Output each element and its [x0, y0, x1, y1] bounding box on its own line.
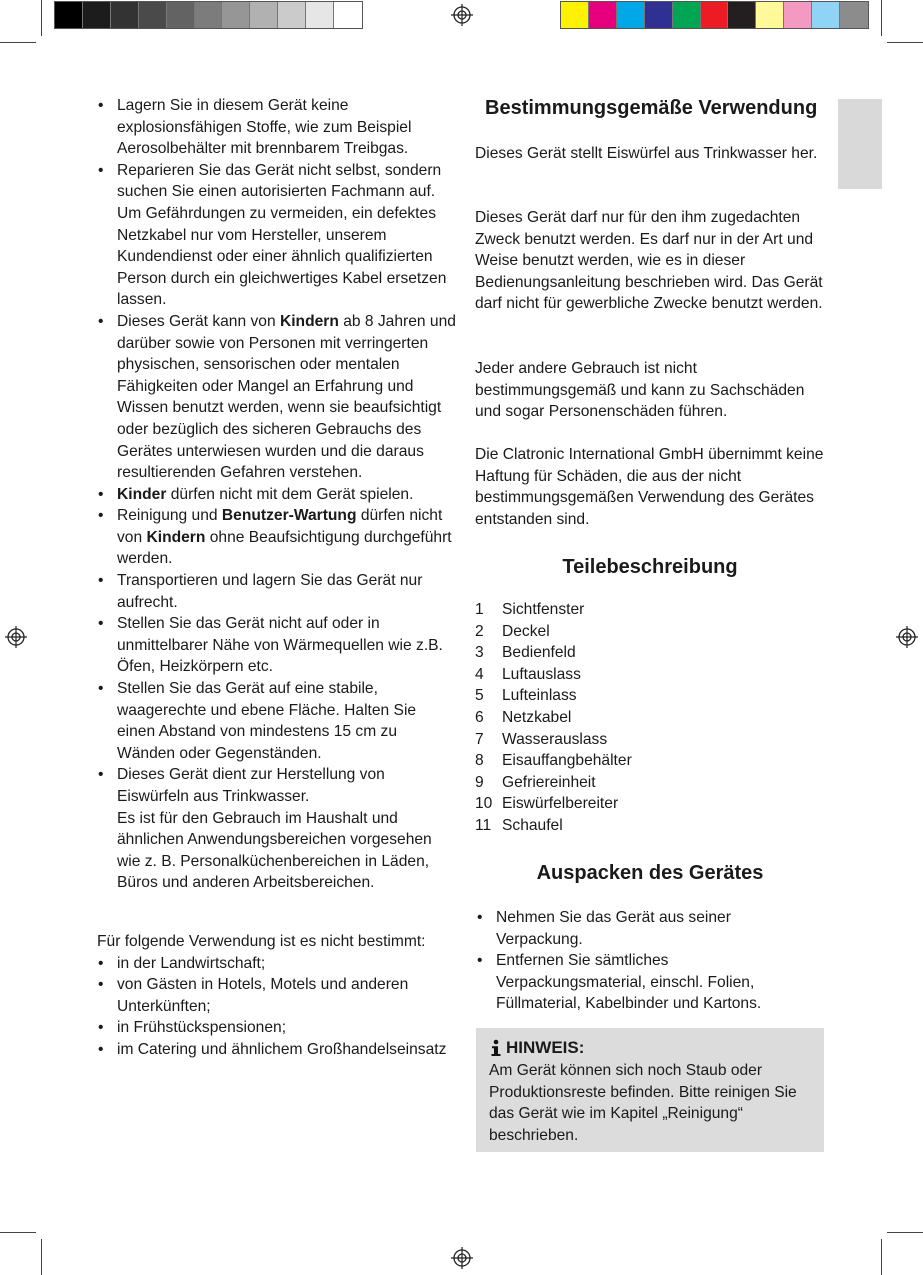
item-text: Reparieren Sie das Gerät nicht selbst, sondern suchen Sie einen autorisierten Fachmann auf. Um Gefährdungen zu vermeiden, ein defektes Netzkabel nur vom Hersteller, unserem Kundendienst oder einer ähnlich qualifizierten Person durch ein gleichwertiges Kabel ersetzen lassen. [117, 161, 447, 309]
part-number: 8 [475, 752, 484, 770]
not-intended-intro: Für folgende Verwendung ist es nicht bestimmt: [97, 932, 426, 950]
unpacking-heading: Auspacken des Gerätes [536, 862, 764, 884]
part-number: 11 [475, 816, 492, 834]
note-box [476, 1028, 824, 1152]
list-item [97, 1039, 457, 1061]
list-item [97, 160, 457, 311]
part-item [475, 729, 775, 751]
part-number: 9 [475, 773, 484, 791]
part-item [475, 599, 775, 621]
part-label: Sichtfenster [502, 601, 585, 618]
part-label: Eisauffangbehälter [502, 752, 632, 770]
registration-mark-icon [5, 626, 27, 648]
note-title-text: HINWEIS: [506, 1038, 585, 1057]
registration-mark-icon [451, 1247, 473, 1269]
bullet-icon: • [98, 976, 104, 994]
bullet-icon: • [477, 952, 483, 970]
item-text: ohne Beaufsichtigung durchgeführt werden. [117, 528, 452, 568]
color-swatch [334, 2, 362, 28]
bullet-icon: • [477, 909, 483, 926]
note-text: Am Gerät können sich noch Staub oder Produktionsreste befinden. Bitte reinigen Sie das Gerät wie im Kapitel „Reinigung“ beschrieben. [489, 1062, 797, 1144]
intended-use-p2: Dieses Gerät darf nur für den ihm zugedachten Zweck benutzt werden. Es darf nur in der Art und Weise benutzt werden, wie es in dieser Bedienungsanleitung beschrieben wird. Das Gerät darf nicht für gewerbliche Zwecke benutzt werden. [475, 209, 823, 313]
part-item [475, 621, 775, 643]
item-extra-text: Es ist für den Gebrauch im Haushalt und ähnlichen Anwendungsbereichen vorgesehen wie z. B. Personalküchenbereichen in Läden, Büros und anderen Arbeitsbereichen. [117, 809, 432, 892]
intended-use-p1: Dieses Gerät stellt Eiswürfel aus Trinkwasser her. [475, 145, 818, 162]
list-item [97, 678, 457, 764]
registration-mark-icon [896, 626, 918, 648]
part-number: 4 [475, 665, 484, 683]
color-swatch [278, 2, 306, 28]
color-swatch [617, 2, 645, 28]
crop-mark [881, 1239, 882, 1275]
list-item [476, 907, 816, 950]
list-item [97, 570, 457, 613]
item-text: dürfen nicht mit dem Gerät spielen. [166, 485, 414, 503]
language-tab [838, 99, 882, 189]
list-item [97, 1017, 457, 1039]
crop-mark [0, 42, 36, 43]
part-item [475, 815, 775, 837]
part-label: Deckel [502, 622, 550, 640]
part-label: Eiswürfelbereiter [502, 795, 619, 813]
emphasis-text: Benutzer-Wartung [221, 507, 357, 525]
item-text: in der Landwirtschaft; [117, 954, 266, 972]
part-item [475, 664, 775, 686]
bullet-icon: • [98, 766, 104, 784]
part-label: Gefriereinheit [502, 773, 596, 791]
bullet-icon: • [98, 615, 104, 633]
info-icon [489, 1039, 503, 1057]
part-label: Lufteinlass [502, 687, 577, 705]
item-text: Reinigung und [117, 507, 222, 525]
part-label: Luftauslass [502, 665, 581, 683]
part-number: 1 [475, 601, 484, 618]
list-item [97, 764, 457, 894]
part-item [475, 750, 775, 772]
color-swatch [111, 2, 139, 28]
intended-use-p3: Jeder andere Gebrauch ist nicht bestimmungsgemäß und kann zu Sachschäden und sogar Personenschäden führen. [475, 360, 805, 421]
emphasis-text: Kindern [279, 312, 339, 330]
item-text: Nehmen Sie das Gerät aus seiner Verpackung. [496, 909, 731, 948]
item-text: im Catering und ähnlichem Großhandelseinsatz [117, 1040, 447, 1058]
color-swatch [728, 2, 756, 28]
crop-mark [41, 0, 42, 36]
note-title [489, 1037, 812, 1058]
list-item [97, 311, 457, 484]
color-swatch [561, 2, 589, 28]
list-item [97, 613, 457, 678]
list-item [97, 484, 457, 506]
parts-list [475, 599, 775, 837]
safety-bullet-list [97, 95, 457, 894]
part-number: 2 [475, 622, 484, 640]
bullet-icon: • [98, 485, 104, 503]
not-intended-list [97, 953, 457, 1061]
color-swatch [784, 2, 812, 28]
color-swatch [222, 2, 250, 28]
color-swatch [589, 2, 617, 28]
item-text: von Gästen in Hotels, Motels und anderen Unterkünften; [117, 976, 409, 1015]
part-item [475, 772, 775, 794]
part-number: 10 [475, 795, 493, 813]
bullet-icon: • [98, 507, 104, 525]
color-swatch [139, 2, 167, 28]
list-item [476, 950, 816, 1015]
item-text: Stellen Sie das Gerät auf eine stabile, waagerechte und ebene Fläche. Halten Sie einen Abstand von mindestens 15 cm zu Wänden oder Gegenständen. [117, 680, 417, 762]
bullet-icon: • [98, 97, 104, 114]
color-swatch [306, 2, 334, 28]
color-swatch [167, 2, 195, 28]
part-item [475, 685, 775, 707]
crop-mark [0, 1232, 36, 1233]
list-item [97, 505, 457, 570]
color-swatch [83, 2, 111, 28]
list-item [97, 974, 457, 1017]
color-swatch [840, 2, 868, 28]
parts-heading: Teilebeschreibung [562, 556, 738, 578]
bullet-icon: • [98, 1019, 104, 1037]
grayscale-color-bar [54, 1, 363, 29]
bullet-icon: • [98, 1040, 104, 1058]
safety-instructions [97, 95, 457, 1061]
item-text: Transportieren und lagern Sie das Gerät nur aufrecht. [117, 572, 423, 611]
color-swatch [756, 2, 784, 28]
item-text: Dieses Gerät dient zur Herstellung von Eiswürfeln aus Trinkwasser. [117, 766, 385, 805]
bullet-icon: • [98, 572, 104, 590]
bullet-icon: • [98, 312, 104, 330]
registration-mark-icon [451, 4, 473, 26]
bullet-icon: • [98, 954, 104, 972]
part-label: Wasserauslass [502, 730, 608, 748]
color-swatch [195, 2, 223, 28]
bullet-icon: • [98, 680, 104, 698]
part-number: 3 [475, 644, 484, 662]
item-text: Stellen Sie das Gerät nicht auf oder in unmittelbarer Nähe von Wärmequellen wie z.B. Öfen, Heizkörpern etc. [117, 615, 443, 676]
list-item [97, 953, 457, 975]
item-text: dürfen nicht von [117, 507, 443, 546]
intended-use-heading: Bestimmungsgemäße Verwendung [485, 97, 818, 119]
list-item [97, 95, 457, 160]
intended-use-p4: Die Clatronic International GmbH übernimmt keine Haftung für Schäden, die aus der nicht bestimmungsgemäßen Verwendung des Gerätes entstanden sind. [475, 446, 824, 528]
part-number: 7 [475, 730, 484, 748]
color-swatch [812, 2, 840, 28]
part-item [475, 642, 775, 664]
emphasis-text: Kindern [146, 528, 206, 546]
item-text: ab 8 Jahren und darüber sowie von Personen mit verringerten physischen, sensorischen oder mentalen Fähigkeiten oder Mangel an Erfahrung und Wissen benutzt werden, wenn sie beaufsichtigt oder bezüglich des sicheren Gebrauchs des Gerätes unterwiesen wurden und die daraus resultierenden Gefahren verstehen. [117, 312, 456, 482]
item-text: Lagern Sie in diesem Gerät keine explosionsfähigen Stoffe, wie zum Beispiel Aerosolbehälter mit brennbarem Treibgas. [117, 97, 412, 158]
part-number: 5 [475, 687, 484, 705]
emphasis-text: Kinder [117, 485, 167, 503]
part-label: Netzkabel [502, 708, 572, 726]
part-number: 6 [475, 708, 484, 726]
item-text: in Frühstückspensionen; [117, 1019, 287, 1037]
color-swatch [673, 2, 701, 28]
crop-mark [887, 42, 923, 43]
crop-mark [881, 0, 882, 36]
process-color-bar [560, 1, 869, 29]
item-text: Dieses Gerät kann von [117, 312, 280, 330]
crop-mark [41, 1239, 42, 1275]
crop-mark [887, 1232, 923, 1233]
part-label: Schaufel [502, 816, 563, 834]
bullet-icon: • [98, 161, 104, 179]
part-label: Bedienfeld [502, 644, 576, 662]
color-swatch [701, 2, 729, 28]
unpacking-list [476, 907, 816, 1015]
color-swatch [645, 2, 673, 28]
item-text: Entfernen Sie sämtliches Verpackungsmaterial, einschl. Folien, Füllmaterial, Kabelbinder und Kartons. [496, 952, 762, 1013]
color-swatch [55, 2, 83, 28]
color-swatch [250, 2, 278, 28]
part-item [475, 707, 775, 729]
part-item [475, 793, 775, 815]
